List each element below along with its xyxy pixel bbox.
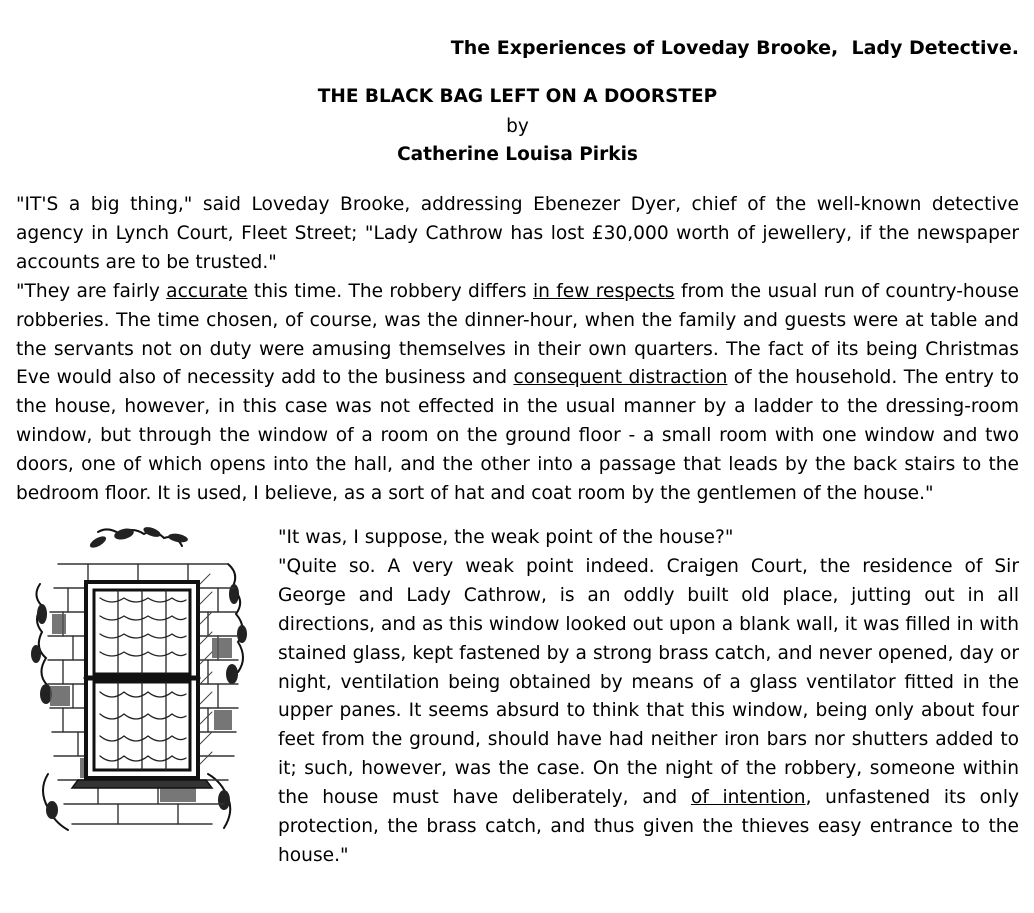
document-page xyxy=(16,0,1019,913)
p2-text-d: of the household. The entry to the house, however, in this case was not effected in the usual manner by a ladder to the dressing-room window, but through the window of a room on the ground floor - a small room with one window and two doors, one of which opens into the hall, and the other into a passage that leads by the back stairs to the bedroom floor. It is used, I believe, as a sort of hat and coat room by the gentlemen of the house." xyxy=(16,367,1019,505)
underlined-of-intention: of intention xyxy=(690,787,806,809)
p2-text-c: from the usual run of country-house robberies. The time chosen, of course, was the dinner-hour, when the family and guests were at table and the servants not on duty were amusing themselves in their own quarters. The fact of its being Christmas Eve would also of necessity add to the business and xyxy=(16,280,1019,389)
story-title: THE BLACK BAG LEFT ON A DOORSTEP xyxy=(317,86,718,107)
paragraph-gap xyxy=(16,509,1019,524)
paragraph-2 xyxy=(16,278,1019,509)
underlined-in-few-respects: in few respects xyxy=(532,280,675,302)
p2-text-b: this time. The robbery differs xyxy=(247,280,533,302)
window-illustration-icon xyxy=(28,524,260,842)
story-body xyxy=(16,191,1019,871)
series-title: The Experiences of Loveday Brooke, Lady Detective. xyxy=(450,37,1019,59)
p4-text-a: "Quite so. A very weak point indeed. Craigen Court, the residence of Sir George and Lady Cathrow, is an oddly built old place, jutting out in all directions, and as this window looked out upon a blank wall, it was filled in with stained glass, kept fastened by a strong brass catch, and never opened, day or night, ventilation being obtained by means of a glass ventilator fitted in the upper panes. It seems absurd to think that this window, being only about four feet from the ground, should have had neither iron bars nor shutters added to it; such, however, was the case. On the night of the robbery, someone within the house must have deliberately, and xyxy=(278,555,1019,809)
underlined-consequent-distraction: consequent distraction xyxy=(513,367,728,389)
paragraph-1: "IT'S a big thing," said Loveday Brooke, addressing Ebenezer Dyer, chief of the well-known detective agency in Lynch Court, Fleet Street; "Lady Cathrow has lost £30,000 worth of jewellery, if the newspaper accounts are to be trusted." xyxy=(16,194,1019,273)
p4-text-b: , unfastened its only protection, the brass catch, and thus given the thieves easy entrance to the house." xyxy=(278,787,1019,866)
underlined-accurate: accurate xyxy=(166,280,248,302)
by-line: by xyxy=(506,116,529,137)
author-name: Catherine Louisa Pirkis xyxy=(397,144,638,165)
paragraph-3: "It was, I suppose, the weak point of the house?" xyxy=(278,526,734,548)
p2-text-a: "They are fairly xyxy=(16,280,167,302)
